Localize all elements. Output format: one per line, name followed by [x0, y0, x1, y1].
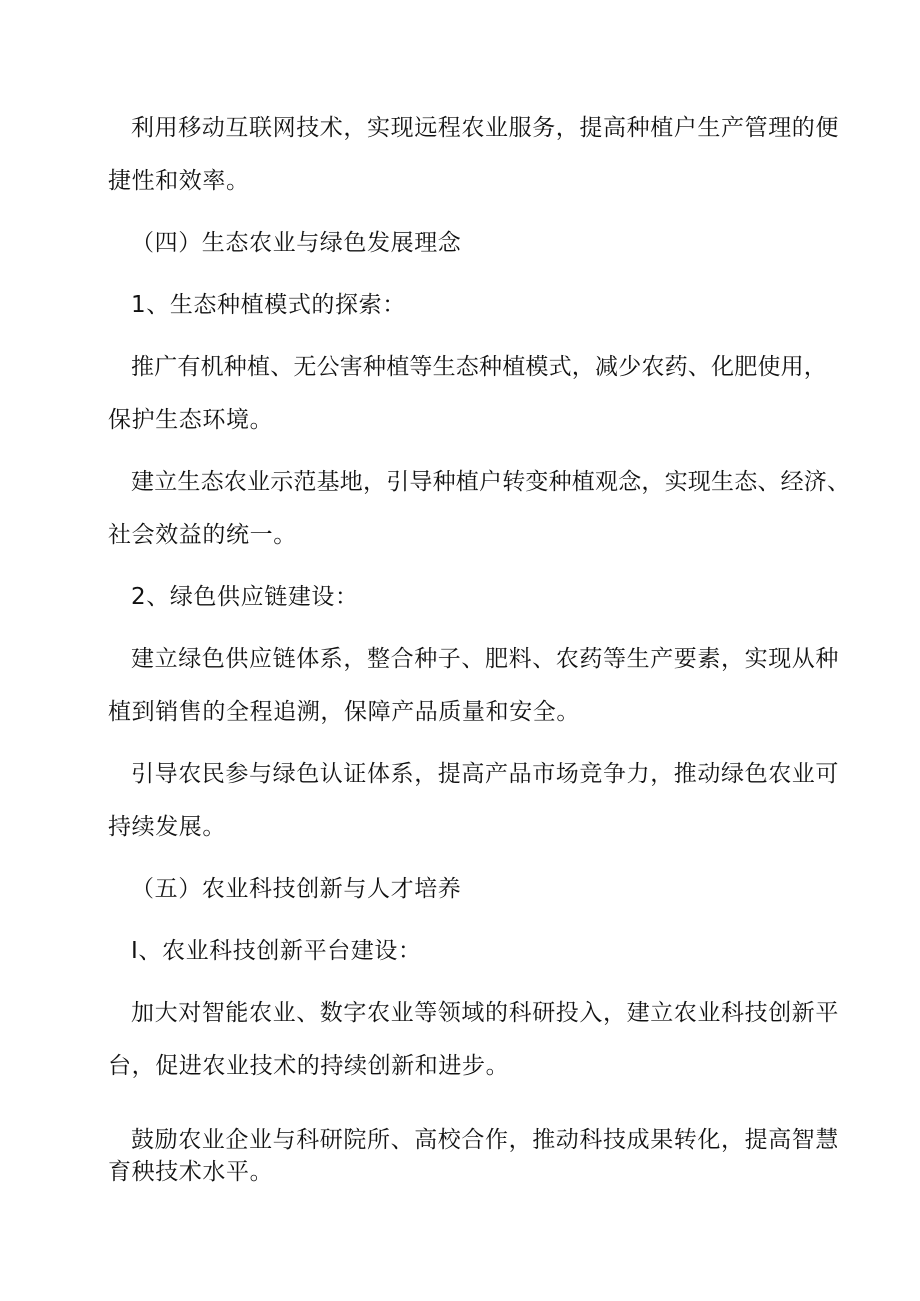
paragraph-line: 育秧技术水平。: [108, 1159, 274, 1185]
paragraph-line: 推广有机种植、无公害种植等生态种植模式，减少农药、化肥使用，: [131, 354, 827, 380]
paragraph-line: 鼓励农业企业与科研院所、高校合作，推动科技成果转化，提高智慧: [131, 1127, 839, 1153]
subsection-heading-2: 2、绿色供应链建设：: [131, 584, 359, 610]
paragraph-line: 加大对智能农业、数字农业等领域的科研投入，建立农业科技创新平: [131, 1000, 839, 1026]
paragraph-line: 保护生态环境。: [108, 407, 274, 433]
section-heading-5: （五）农业科技创新与人才培养: [131, 876, 462, 902]
paragraph-line: 利用移动互联网技术，实现远程农业服务，提高种植户生产管理的便: [131, 115, 839, 141]
paragraph-line: 捷性和效率。: [108, 168, 250, 194]
paragraph-line: 植到销售的全程追溯，保障产品质量和安全。: [108, 699, 580, 725]
subsection-heading-1: 1、生态种植模式的探索：: [131, 292, 406, 318]
paragraph-line: 持续发展。: [108, 814, 226, 840]
subsection-heading-3: I、农业科技创新平台建设：: [131, 938, 422, 964]
paragraph-line: 建立绿色供应链体系，整合种子、肥料、农药等生产要素，实现从种: [131, 646, 839, 672]
paragraph-line: 建立生态农业示范基地，引导种植户转变种植观念，实现生态、经济、: [131, 469, 851, 495]
section-heading-4: （四）生态农业与绿色发展理念: [131, 230, 462, 256]
paragraph-line: 社会效益的统一。: [108, 522, 297, 548]
paragraph-line: 引导农民参与绿色认证体系，提高产品市场竞争力，推动绿色农业可: [131, 761, 839, 787]
paragraph-line: 台，促进农业技术的持续创新和进步。: [108, 1053, 510, 1079]
